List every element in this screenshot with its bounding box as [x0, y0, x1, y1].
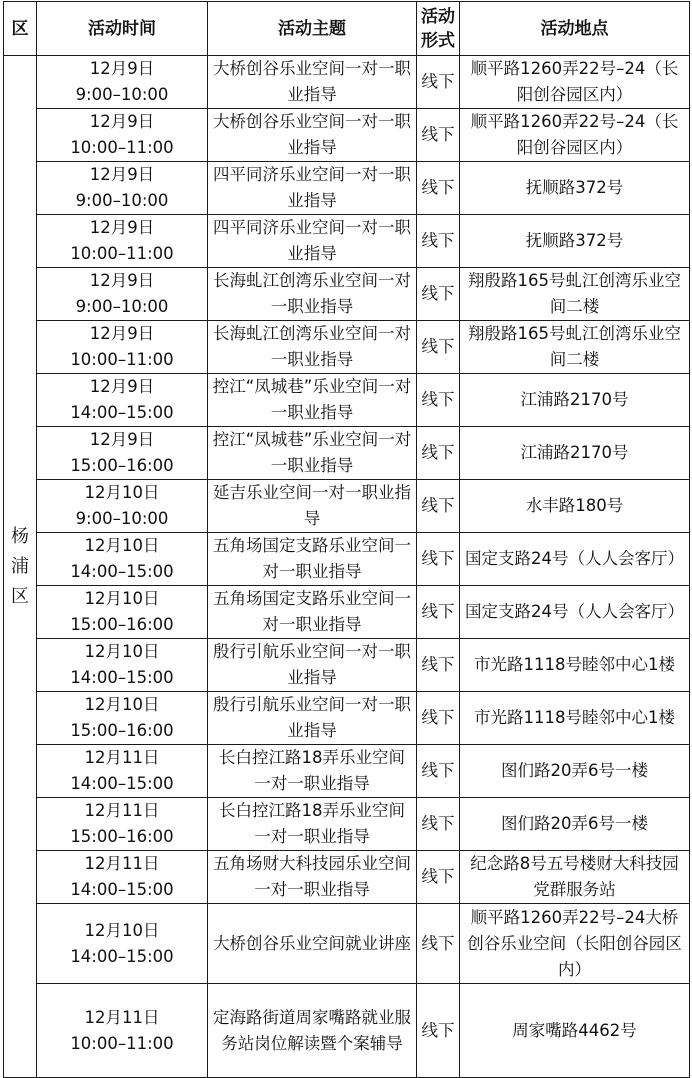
topic-cell: 长白控江路18弄乐业空间一对一职业指导: [208, 798, 417, 851]
location-cell: 江浦路2170号: [460, 427, 690, 480]
topic-cell: 四平同济乐业空间一对一职业指导: [208, 162, 417, 215]
location-cell: 图们路20弄6号一楼: [460, 745, 690, 798]
table-row: [4, 215, 690, 268]
date-text: 12月11日: [84, 748, 160, 767]
form-cell: 线下: [417, 798, 460, 851]
date-text: 12月11日: [84, 801, 160, 820]
table-row: [4, 745, 690, 798]
date-text: 12月9日: [89, 59, 155, 78]
time-cell: [37, 374, 208, 427]
district-cell: [4, 56, 37, 1078]
form-cell: 线下: [417, 586, 460, 639]
table-row: [4, 692, 690, 745]
time-cell: [37, 56, 208, 109]
table-row: [4, 268, 690, 321]
topic-cell: 延吉乐业空间一对一职业指导: [208, 480, 417, 533]
location-cell: 顺平路1260弄22号–24（长阳创谷园区内）: [460, 109, 690, 162]
hours-text: 9:00–10:00: [75, 191, 169, 210]
table-row: [4, 798, 690, 851]
date-text: 12月9日: [89, 218, 155, 237]
topic-cell: 殷行引航乐业空间一对一职业指导: [208, 639, 417, 692]
topic-cell: 长海虬江创湾乐业空间一对一职业指导: [208, 268, 417, 321]
table-row: [4, 162, 690, 215]
date-text: 12月9日: [89, 377, 155, 396]
header-topic: 活动主题: [208, 2, 417, 56]
topic-cell: 四平同济乐业空间一对一职业指导: [208, 215, 417, 268]
header-location: 活动地点: [460, 2, 690, 56]
table-row: [4, 851, 690, 904]
location-cell: 图们路20弄6号一楼: [460, 798, 690, 851]
table-row: [4, 904, 690, 984]
hours-text: 14:00–15:00: [70, 668, 174, 687]
hours-text: 10:00–11:00: [70, 244, 174, 263]
date-text: 12月10日: [84, 695, 160, 714]
location-cell: 国定支路24号（人人会客厅）: [460, 586, 690, 639]
hours-text: 15:00–16:00: [70, 456, 174, 475]
table-row: [4, 56, 690, 109]
form-cell: 线下: [417, 56, 460, 109]
district-label: 杨浦区: [11, 525, 29, 607]
table-row: [4, 374, 690, 427]
form-cell: 线下: [417, 745, 460, 798]
topic-cell: 长海虬江创湾乐业空间一对一职业指导: [208, 321, 417, 374]
form-cell: 线下: [417, 321, 460, 374]
activity-schedule-table: [3, 1, 690, 1078]
time-cell: [37, 215, 208, 268]
topic-cell: 大桥创谷乐业空间就业讲座: [208, 904, 417, 984]
table-row: [4, 109, 690, 162]
topic-cell: 定海路街道周家嘴路就业服务站岗位解读暨个案辅导: [208, 984, 417, 1078]
location-cell: 抚顺路372号: [460, 215, 690, 268]
form-cell: 线下: [417, 268, 460, 321]
date-text: 12月9日: [89, 430, 155, 449]
time-cell: [37, 745, 208, 798]
header-district: 区: [4, 2, 37, 56]
time-cell: [37, 162, 208, 215]
topic-cell: 五角场国定支路乐业空间一对一职业指导: [208, 586, 417, 639]
time-cell: [37, 692, 208, 745]
date-text: 12月10日: [84, 642, 160, 661]
location-cell: 市光路1118号睦邻中心1楼: [460, 692, 690, 745]
hours-text: 14:00–15:00: [70, 403, 174, 422]
time-cell: [37, 984, 208, 1078]
location-cell: 国定支路24号（人人会客厅）: [460, 533, 690, 586]
date-text: 12月9日: [89, 112, 155, 131]
form-cell: 线下: [417, 162, 460, 215]
time-cell: [37, 321, 208, 374]
date-text: 12月10日: [84, 483, 160, 502]
date-text: 12月9日: [89, 271, 155, 290]
time-cell: [37, 268, 208, 321]
hours-text: 9:00–10:00: [75, 509, 169, 528]
topic-cell: 五角场国定支路乐业空间一对一职业指导: [208, 533, 417, 586]
location-cell: 纪念路8号五号楼财大科技园党群服务站: [460, 851, 690, 904]
hours-text: 10:00–11:00: [70, 350, 174, 369]
form-cell: 线下: [417, 851, 460, 904]
location-cell: 江浦路2170号: [460, 374, 690, 427]
form-cell: 线下: [417, 984, 460, 1078]
date-text: 12月9日: [89, 165, 155, 184]
table-row: [4, 427, 690, 480]
location-cell: 市光路1118号睦邻中心1楼: [460, 639, 690, 692]
form-cell: 线下: [417, 109, 460, 162]
date-text: 12月10日: [84, 920, 160, 940]
location-cell: 水丰路180号: [460, 480, 690, 533]
date-text: 12月11日: [84, 854, 160, 873]
topic-cell: 五角场财大科技园乐业空间一对一职业指导: [208, 851, 417, 904]
table-row: [4, 321, 690, 374]
topic-cell: 大桥创谷乐业空间一对一职业指导: [208, 56, 417, 109]
hours-text: 9:00–10:00: [75, 297, 169, 316]
location-cell: 翔殷路165号虬江创湾乐业空间二楼: [460, 321, 690, 374]
location-cell: 顺平路1260弄22号–24（长阳创谷园区内）: [460, 56, 690, 109]
date-text: 12月10日: [84, 536, 160, 555]
date-text: 12月10日: [84, 589, 160, 608]
table-row: [4, 480, 690, 533]
hours-text: 15:00–16:00: [70, 827, 174, 846]
table-header-row: [4, 2, 690, 56]
topic-cell: 控江“凤城巷”乐业空间一对一职业指导: [208, 374, 417, 427]
topic-cell: 大桥创谷乐业空间一对一职业指导: [208, 109, 417, 162]
time-cell: [37, 109, 208, 162]
form-cell: 线下: [417, 533, 460, 586]
time-cell: [37, 851, 208, 904]
hours-text: 10:00–11:00: [70, 1033, 174, 1053]
hours-text: 15:00–16:00: [70, 721, 174, 740]
hours-text: 10:00–11:00: [70, 138, 174, 157]
form-cell: 线下: [417, 427, 460, 480]
location-cell: 顺平路1260弄22号–24大桥创谷乐业空间（长阳创谷园区内）: [460, 904, 690, 984]
time-cell: [37, 586, 208, 639]
hours-text: 14:00–15:00: [70, 880, 174, 899]
time-cell: [37, 904, 208, 984]
location-cell: 翔殷路165号虬江创湾乐业空间二楼: [460, 268, 690, 321]
table-row: [4, 586, 690, 639]
location-cell: 周家嘴路4462号: [460, 984, 690, 1078]
header-form: 活动形式: [417, 2, 460, 56]
hours-text: 14:00–15:00: [70, 774, 174, 793]
time-cell: [37, 480, 208, 533]
form-cell: 线下: [417, 374, 460, 427]
hours-text: 14:00–15:00: [70, 562, 174, 581]
hours-text: 9:00–10:00: [75, 85, 169, 104]
table-row: [4, 984, 690, 1078]
hours-text: 15:00–16:00: [70, 615, 174, 634]
hours-text: 14:00–15:00: [70, 946, 174, 966]
table-row: [4, 533, 690, 586]
table-row: [4, 639, 690, 692]
topic-cell: 长白控江路18弄乐业空间一对一职业指导: [208, 745, 417, 798]
topic-cell: 控江“凤城巷”乐业空间一对一职业指导: [208, 427, 417, 480]
header-time: 活动时间: [37, 2, 208, 56]
time-cell: [37, 798, 208, 851]
date-text: 12月11日: [84, 1007, 160, 1027]
form-cell: 线下: [417, 639, 460, 692]
time-cell: [37, 639, 208, 692]
form-cell: 线下: [417, 692, 460, 745]
time-cell: [37, 427, 208, 480]
topic-cell: 殷行引航乐业空间一对一职业指导: [208, 692, 417, 745]
form-cell: 线下: [417, 215, 460, 268]
location-cell: 抚顺路372号: [460, 162, 690, 215]
time-cell: [37, 533, 208, 586]
form-cell: 线下: [417, 904, 460, 984]
form-cell: 线下: [417, 480, 460, 533]
date-text: 12月9日: [89, 324, 155, 343]
